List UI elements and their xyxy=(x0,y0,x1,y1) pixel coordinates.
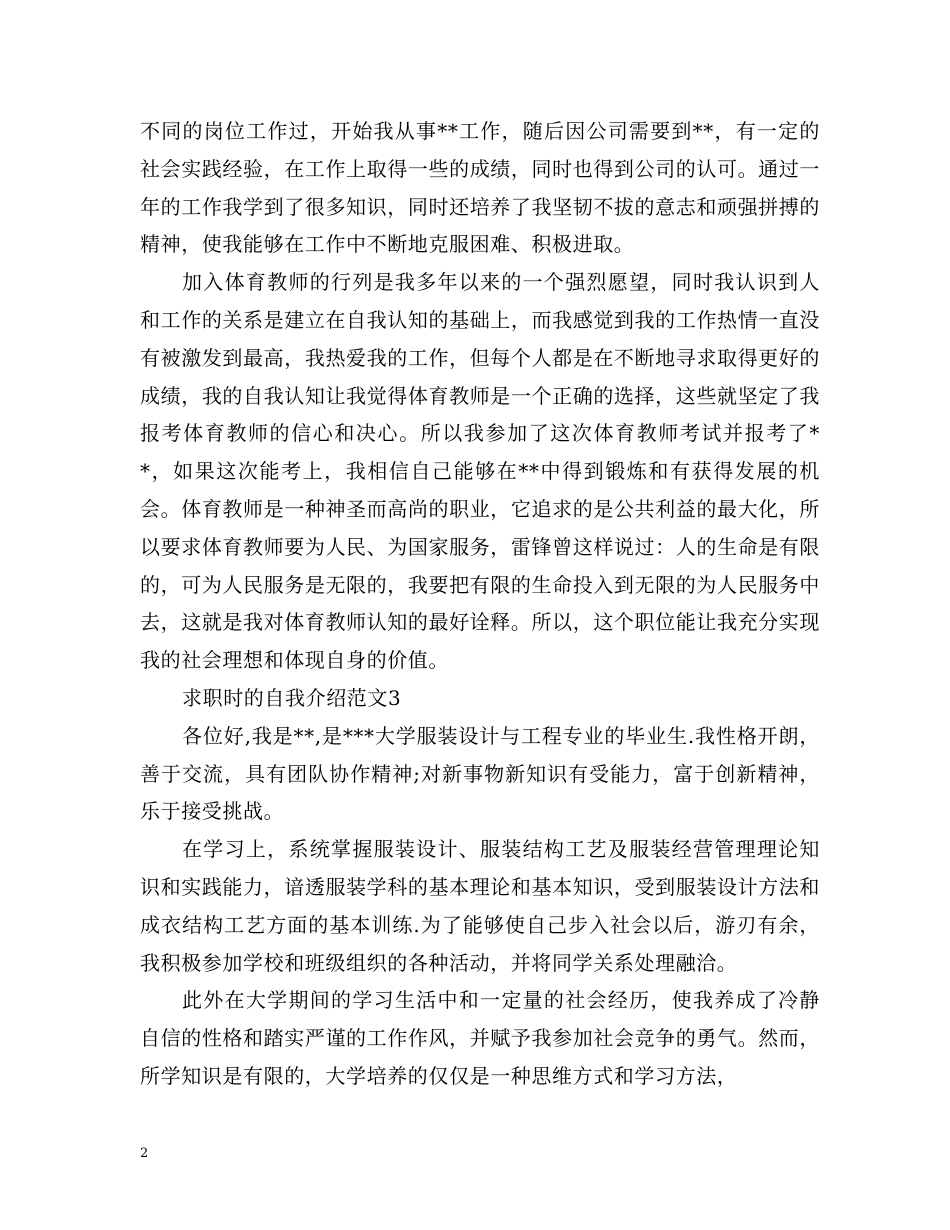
paragraph-4: 在学习上，系统掌握服装设计、服装结构工艺及服装经营管理理论知识和实践能力，谙透服装学科的基本理论和基本知识，受到服装设计方法和成衣结构工艺方面的基本训练.为了能够使自己步入社会以后，游刃有余，我积极参加学校和班级组织的各种活动，并将同学关系处理融洽。 xyxy=(140,837,820,975)
page-number: 2 xyxy=(140,1146,149,1161)
paragraph-1: 不同的岗位工作过，开始我从事**工作，随后因公司需要到**，有一定的社会实践经验，在工作上取得一些的成绩，同时也得到公司的认可。通过一年的工作我学到了很多知识，同时还培养了我坚韧不拔的意志和顽强拼搏的精神，使我能够在工作中不断地克服困难、积极进取。 xyxy=(140,119,820,257)
section-heading: 求职时的自我介绍范文3 xyxy=(182,685,402,710)
paragraph-3: 各位好,我是**,是***大学服装设计与工程专业的毕业生.我性格开朗，善于交流，具有团队协作精神;对新事物新知识有受能力，富于创新精神，乐于接受挑战。 xyxy=(140,723,820,824)
paragraph-5: 此外在大学期间的学习生活中和一定量的社会经历，使我养成了冷静自信的性格和踏实严谨的工作作风，并赋予我参加社会竞争的勇气。然而，所学知识是有限的，大学培养的仅仅是一种思维方式和学习方法， xyxy=(140,988,820,1088)
document-body xyxy=(140,113,820,1096)
paragraph-2: 加入体育教师的行列是我多年以来的一个强烈愿望，同时我认识到人和工作的关系是建立在自我认知的基础上，而我感觉到我的工作热情一直没有被激发到最高，我热爱我的工作，但每个人都是在不断地寻求取得更好的成绩，我的自我认知让我觉得体育教师是一个正确的选择，这些就坚定了我报考体育教师的信心和决心。所以我参加了这次体育教师考试并报考了**，如果这次能考上，我相信自己能够在**中得到锻炼和有获得发展的机会。体育教师是一种神圣而高尚的职业，它追求的是公共利益的最大化，所以要求体育教师要为人民、为国家服务，雷锋曾这样说过：人的生命是有限的，可为人民服务是无限的，我要把有限的生命投入到无限的为人民服务中去，这就是我对体育教师认知的最好诠释。所以，这个职位能让我充分实现我的社会理想和体现自身的价值。 xyxy=(140,270,820,673)
